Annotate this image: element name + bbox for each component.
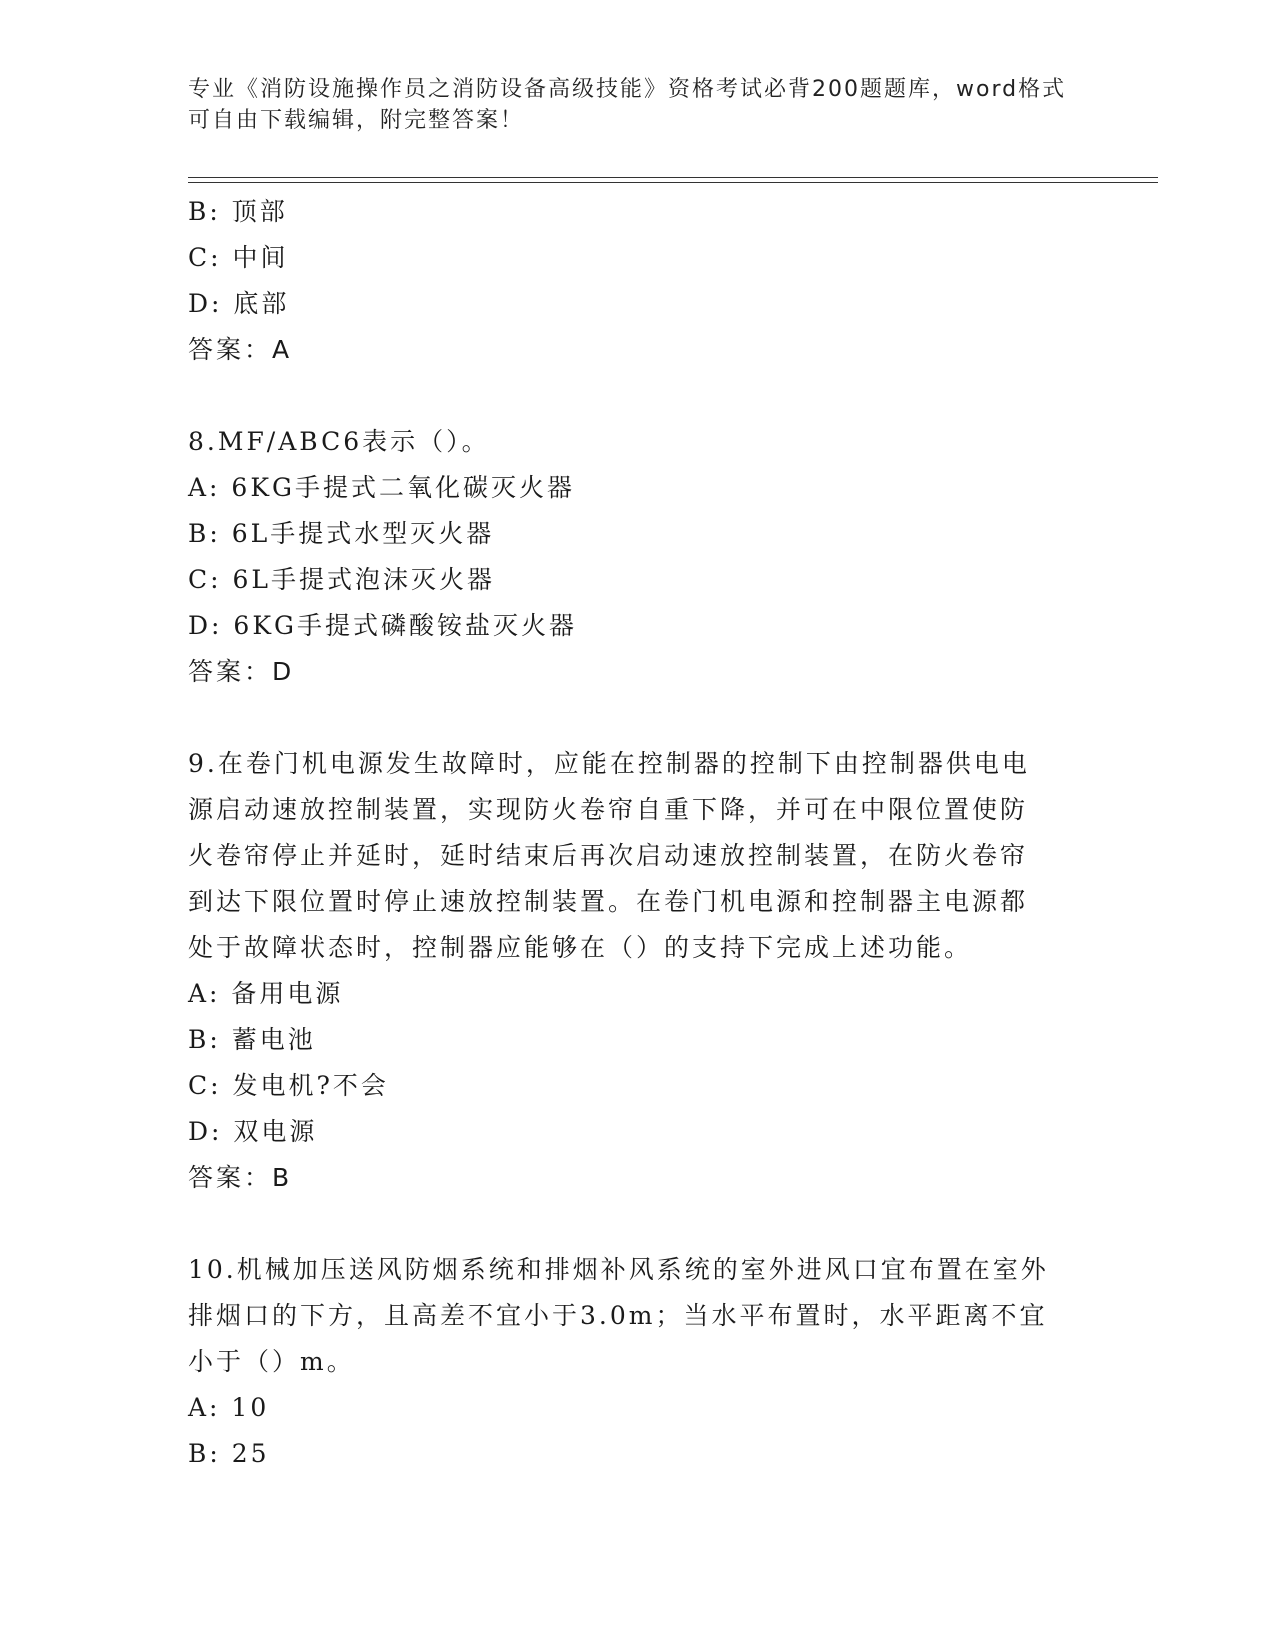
question-stem-line-1: 9.在卷门机电源发生故障时，应能在控制器的控制下由控制器供电电 (188, 749, 1030, 778)
question-7-tail (188, 189, 1088, 373)
option-c: C: 6L手提式泡沫灭火器 (188, 565, 496, 594)
option-b: B: 25 (188, 1439, 270, 1468)
answer-line: 答案：B (188, 1163, 293, 1192)
option-a: A: 6KG手提式二氧化碳灭火器 (188, 473, 575, 502)
option-c: C: 发电机?不会 (188, 1071, 389, 1100)
question-stem-line-4: 到达下限位置时停止速放控制装置。在卷门机电源和控制器主电源都 (188, 887, 1029, 916)
question-stem: 8.MF/ABC6表示（）。 (188, 427, 490, 456)
question-stem-line-3: 火卷帘停止并延时，延时结束后再次启动速放控制装置，在防火卷帘 (188, 841, 1029, 870)
question-stem-line-2: 排烟口的下方，且高差不宜小于3.0m；当水平布置时，水平距离不宜 (188, 1301, 1048, 1330)
option-d: D: 底部 (188, 289, 290, 318)
answer-line: 答案：D (188, 657, 295, 686)
option-a: A: 10 (188, 1393, 270, 1422)
question-8 (188, 419, 1088, 695)
option-a: A: 备用电源 (188, 979, 344, 1008)
header-rule-top (188, 177, 1158, 178)
option-b: B: 6L手提式水型灭火器 (188, 519, 495, 548)
question-10 (188, 1247, 1088, 1477)
spacer (188, 695, 1088, 741)
option-b: B: 蓄电池 (188, 1025, 316, 1054)
header-rule-bottom (188, 182, 1158, 183)
option-d: D: 6KG手提式磷酸铵盐灭火器 (188, 611, 577, 640)
spacer (188, 1201, 1088, 1247)
question-stem-line-2: 源启动速放控制装置，实现防火卷帘自重下降，并可在中限位置使防 (188, 795, 1029, 824)
option-b: B: 顶部 (188, 197, 288, 226)
option-d: D: 双电源 (188, 1117, 318, 1146)
answer-line: 答案：A (188, 335, 293, 364)
question-stem-line-3: 小于（）m。 (188, 1347, 355, 1376)
question-stem-line-1: 10.机械加压送风防烟系统和排烟补风系统的室外进风口宜布置在室外 (188, 1255, 1049, 1284)
question-content (188, 189, 1088, 1477)
page-header-title: 专业《消防设施操作员之消防设备高级技能》资格考试必背200题题库，word格式可自由下载编辑，附完整答案！ (188, 77, 1067, 133)
question-stem-line-5: 处于故障状态时，控制器应能够在（）的支持下完成上述功能。 (188, 933, 973, 962)
question-9 (188, 741, 1088, 1201)
spacer (188, 373, 1088, 419)
option-c: C: 中间 (188, 243, 289, 272)
